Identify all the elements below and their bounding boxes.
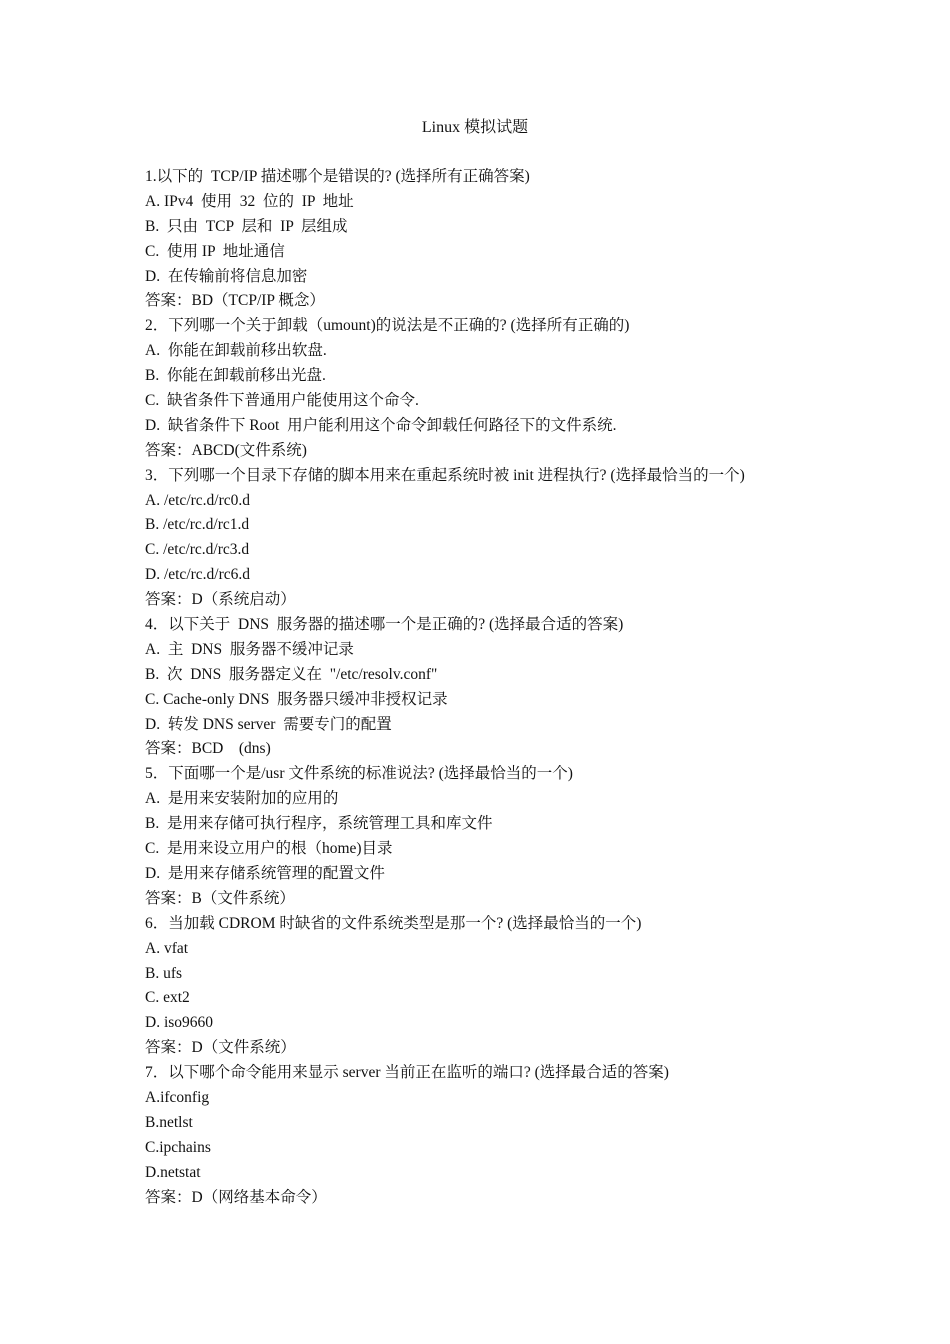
option-a: A. 你能在卸载前移出软盘. bbox=[145, 342, 327, 360]
answer-text: 答案：B（文件系统） bbox=[145, 889, 295, 907]
option-b: B. 是用来存储可执行程序，系统管理工具和库文件 bbox=[145, 815, 493, 833]
option-a: A.ifconfig bbox=[145, 1088, 210, 1106]
option-b: B. /etc/rc.d/rc1.d bbox=[145, 516, 250, 534]
answer-text: 答案：D（系统启动） bbox=[145, 591, 296, 609]
option-d: D. 转发 DNS server 需要专门的配置 bbox=[145, 715, 392, 733]
option-d: D. 是用来存储系统管理的配置文件 bbox=[145, 864, 385, 882]
option-c: C. 缺省条件下普通用户能使用这个命令. bbox=[145, 392, 419, 410]
question-text: 4．以下关于 DNS 服务器的描述哪一个是正确的? (选择最合适的答案) bbox=[145, 616, 624, 634]
question-text: 5．下面哪一个是/usr 文件系统的标准说法? (选择最恰当的一个) bbox=[145, 765, 573, 783]
question-block bbox=[145, 314, 905, 463]
option-a: A. 主 DNS 服务器不缓冲记录 bbox=[145, 640, 354, 658]
option-d: D.netstat bbox=[145, 1163, 201, 1181]
option-c: C.ipchains bbox=[145, 1138, 211, 1156]
option-d: D. /etc/rc.d/rc6.d bbox=[145, 566, 251, 584]
question-list bbox=[145, 165, 905, 1210]
option-c: C. /etc/rc.d/rc3.d bbox=[145, 541, 250, 559]
option-d: D. iso9660 bbox=[145, 1014, 214, 1032]
question-text: 7．以下哪个命令能用来显示 server 当前正在监听的端口? (选择最合适的答案) bbox=[145, 1064, 669, 1082]
option-b: B. 只由 TCP 层和 IP 层组成 bbox=[145, 217, 348, 235]
answer-text: 答案：BD（TCP/IP 概念） bbox=[145, 292, 325, 310]
answer-text: 答案：D（网络基本命令） bbox=[145, 1188, 327, 1206]
option-d: D. 缺省条件下 Root 用户能利用这个命令卸载任何路径下的文件系统. bbox=[145, 416, 617, 434]
question-block bbox=[145, 464, 905, 613]
option-c: C. 使用 IP 地址通信 bbox=[145, 242, 285, 260]
option-c: C. ext2 bbox=[145, 989, 190, 1007]
option-b: B. 你能在卸载前移出光盘. bbox=[145, 367, 326, 385]
option-a: A. vfat bbox=[145, 939, 189, 957]
option-b: B.netlst bbox=[145, 1113, 193, 1131]
question-text: 3．下列哪一个目录下存储的脚本用来在重起系统时被 init 进程执行? (选择最恰当的一个) bbox=[145, 466, 745, 484]
question-block bbox=[145, 762, 905, 911]
option-b: B. 次 DNS 服务器定义在 "/etc/resolv.conf" bbox=[145, 665, 438, 683]
question-text: 6．当加载 CDROM 时缺省的文件系统类型是那一个? (选择最恰当的一个) bbox=[145, 914, 642, 932]
option-c: C. Cache-only DNS 服务器只缓冲非授权记录 bbox=[145, 690, 448, 708]
question-block bbox=[145, 912, 905, 1061]
page-title: Linux 模拟试题 bbox=[421, 119, 529, 136]
option-d: D. 在传输前将信息加密 bbox=[145, 267, 308, 285]
answer-text: 答案：ABCD(文件系统) bbox=[145, 441, 307, 459]
question-block bbox=[145, 165, 905, 314]
option-a: A. 是用来安装附加的应用的 bbox=[145, 790, 339, 808]
option-a: A. IPv4 使用 32 位的 IP 地址 bbox=[145, 192, 354, 210]
option-c: C. 是用来设立用户的根（home)目录 bbox=[145, 840, 393, 858]
question-block bbox=[145, 1061, 905, 1210]
question-text: 1.以下的 TCP/IP 描述哪个是错误的? (选择所有正确答案) bbox=[145, 168, 530, 185]
option-b: B. ufs bbox=[145, 964, 183, 982]
answer-text: 答案：BCD (dns) bbox=[145, 740, 271, 758]
question-text: 2．下列哪一个关于卸载（umount)的说法是不正确的? (选择所有正确的) bbox=[145, 317, 630, 335]
answer-text: 答案：D（文件系统） bbox=[145, 1039, 296, 1057]
question-block bbox=[145, 613, 905, 762]
option-a: A. /etc/rc.d/rc0.d bbox=[145, 491, 251, 509]
